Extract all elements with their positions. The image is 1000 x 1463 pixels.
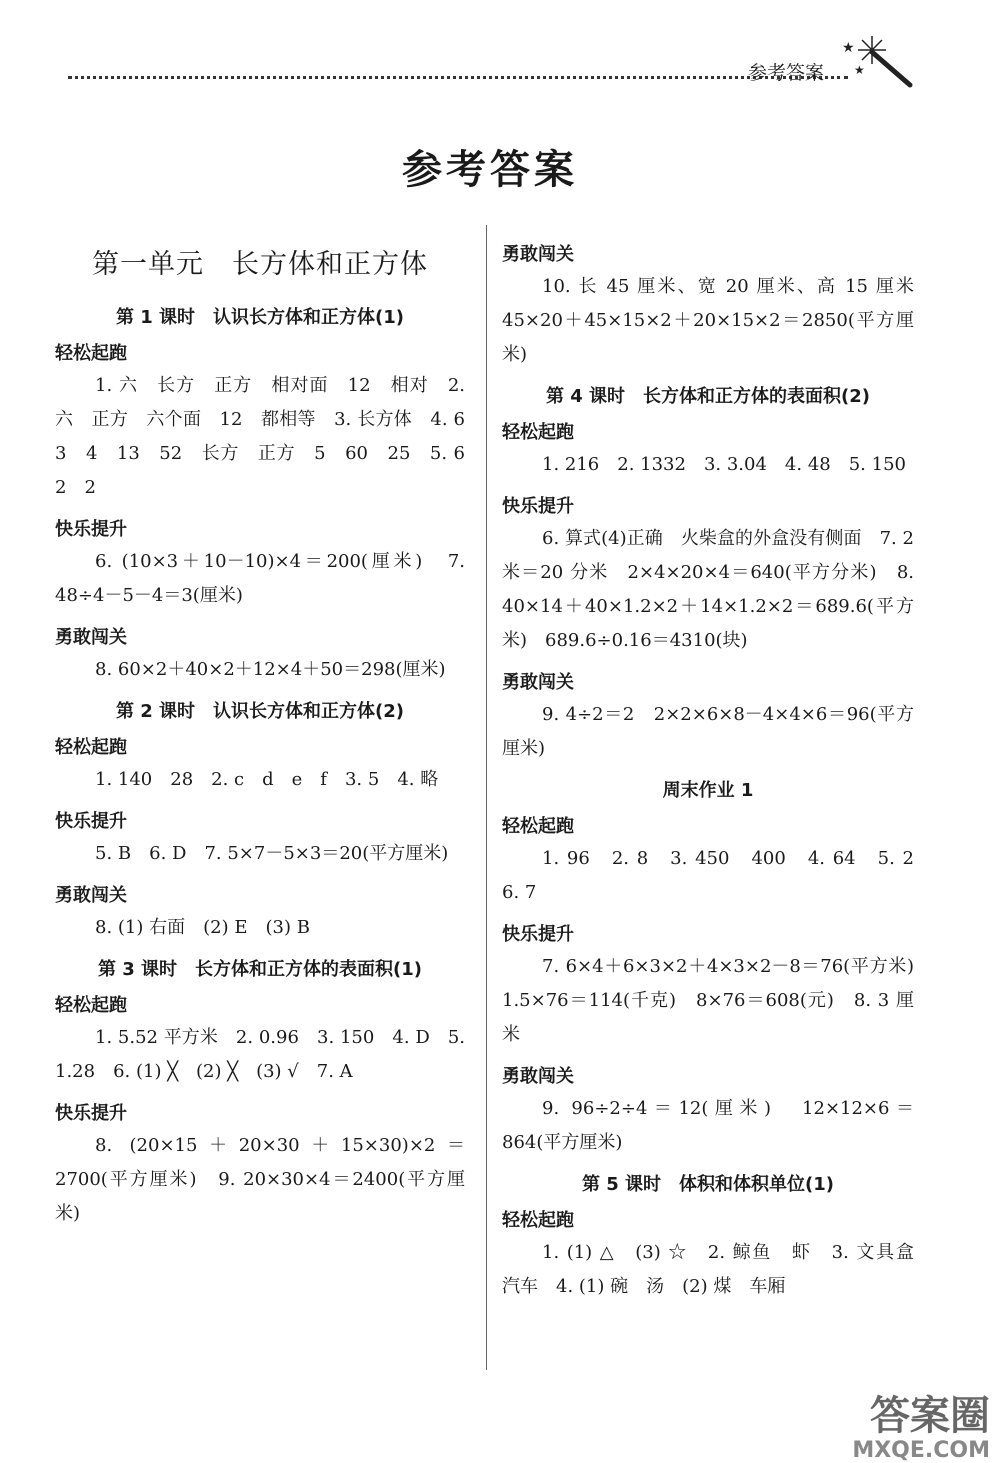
answer-text: 7. 6×4＋6×3×2＋4×3×2－8＝76(平方米) 1.5×76＝114(千克) 8×76＝608(元) 8. 3 厘米 [502,956,932,1045]
answer-text: 1. (1) △ (3) ☆ 2. 鲸鱼 虾 3. 文具盒 汽车 4. (1) 碗 汤 (2) 煤 车厢 [502,1242,932,1297]
running-header: 参考答案 [748,62,825,84]
magic-wand-icon [838,30,918,90]
section-heading: 勇敢闯关 [502,1066,574,1087]
answer-text: 9. 4÷2＝2 2×2×6×8－4×4×6＝96(平方厘米) [502,704,914,759]
unit-title: 第一单元 长方体和正方体 [92,249,428,280]
section-heading: 轻松起跑 [502,816,574,837]
lesson-heading: 第 1 课时 认识长方体和正方体(1) [115,307,405,328]
svg-text:★: ★ [842,40,855,56]
answer-text: 10. 长 45 厘米、宽 20 厘米、高 15 厘米 45×20＋45×15×2＋20×15×2＝2850(平方厘米) [502,276,932,365]
watermark-logo: 答案圈 [870,1393,990,1439]
answer-text: 5. B 6. D 7. 5×7－5×3＝20(平方厘米) [95,843,449,864]
left-column [55,230,483,1231]
column-divider [486,225,487,1370]
section-heading: 轻松起跑 [502,1210,574,1231]
answer-text: 6. 算式(4)正确 火柴盒的外盒没有侧面 7. 2 米＝20 分米 2×4×20×4＝640(平方分米) 8. 40×14＋40×1.2×2＋14×1.2×2＝689.6(平方米) 689.6÷0.16＝4310(块) [502,528,914,651]
answer-text: 6. (10×3＋10－10)×4＝200(厘米) 7. 48÷4－5－4＝3(厘米) [55,551,465,606]
section-heading: 勇敢闯关 [502,672,574,693]
answer-text: 8. (20×15＋20×30＋15×30)×2＝2700(平方厘米) 9. 20×30×4＝2400(平方厘米) [55,1135,465,1224]
page-title: 参考答案 [402,147,578,193]
watermark [852,1394,990,1463]
section-heading: 轻松起跑 [55,343,127,364]
section-heading: 轻松起跑 [502,422,574,443]
lesson-heading: 第 2 课时 认识长方体和正方体(2) [115,701,405,722]
section-heading: 快乐提升 [502,924,574,945]
answer-text: 1. 140 28 2. c d e f 3. 5 4. 略 [95,769,439,790]
section-heading: 快乐提升 [55,519,127,540]
section-heading: 快乐提升 [55,1103,127,1124]
section-heading: 轻松起跑 [55,737,127,758]
right-column [502,230,932,1304]
section-heading: 快乐提升 [502,496,574,517]
watermark-url: MXQE.COM [852,1438,990,1463]
answer-text: 8. 60×2＋40×2＋12×4＋50＝298(厘米) [95,659,446,680]
answer-text: 8. (1) 右面 (2) E (3) B [95,917,310,938]
lesson-heading: 周末作业 1 [662,780,754,801]
answer-text: 1. 六 长方 正方 相对面 12 相对 2. 六 正方 六个面 12 都相等 3. 长方体 4. 6 3 4 13 52 长方 正方 5 60 25 5. 6 2 2 [55,375,483,498]
answer-text: 1. 5.52 平方米 2. 0.96 3. 150 4. D 5. 1.28 6. (1) ╳ (2) ╳ (3) √ 7. A [55,1027,465,1082]
lesson-heading: 第 5 课时 体积和体积单位(1) [581,1174,835,1195]
answer-text: 1. 216 2. 1332 3. 3.04 4. 48 5. 150 [542,454,906,475]
lesson-heading: 第 4 课时 长方体和正方体的表面积(2) [545,386,871,407]
section-heading: 快乐提升 [55,811,127,832]
section-heading: 勇敢闯关 [502,244,574,265]
answer-text: 9. 96÷2÷4＝12(厘米) 12×12×6＝864(平方厘米) [502,1098,914,1153]
svg-text:★: ★ [854,63,865,77]
section-heading: 勇敢闯关 [55,885,127,906]
section-heading: 轻松起跑 [55,995,127,1016]
lesson-heading: 第 3 课时 长方体和正方体的表面积(1) [97,959,423,980]
header-dotted-rule [68,76,848,79]
answer-text: 1. 96 2. 8 3. 450 400 4. 64 5. 2 6. 7 [502,848,932,903]
section-heading: 勇敢闯关 [55,627,127,648]
